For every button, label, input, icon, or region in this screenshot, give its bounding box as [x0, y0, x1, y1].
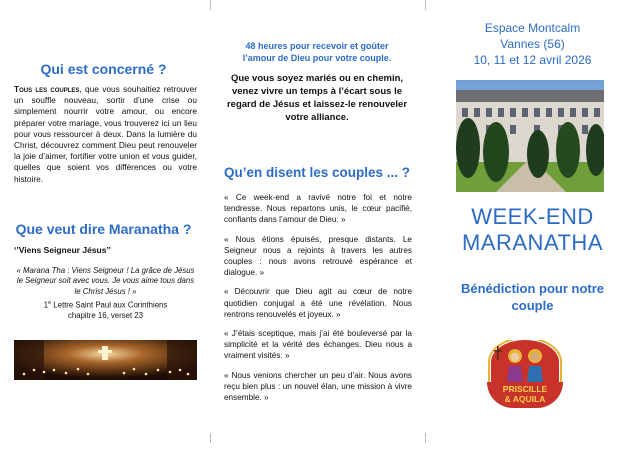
- testimonial-4: « J’étais sceptique, mais j’ai été bouleversé par la simplicité et la vérité des échanges. Dieu nous a vraiment visités. »: [224, 329, 412, 361]
- heading-qui-est-concerne: Qui est concerné ?: [40, 61, 167, 77]
- panel-left: [0, 0, 207, 450]
- venue-name: Espace Montcalm: [484, 21, 581, 35]
- ref-line1-rest: Lettre Saint Paul aux Corinthiens: [51, 300, 168, 310]
- intro-lead: Tous les couples: [14, 84, 80, 94]
- logo-text: [487, 382, 563, 408]
- event-subtitle: Bénédiction pour notre couple: [461, 281, 604, 313]
- venue-city: Vannes (56): [500, 37, 565, 51]
- testimonial-1: « Ce week-end a ravivé notre foi et notre tendresse. Nous repartons unis, le cœur pacifié, confiants dans l’amour de Dieu. »: [224, 193, 412, 225]
- building-photo: [456, 80, 604, 192]
- bible-reference: [14, 298, 197, 321]
- fold-mark-top-1: [210, 0, 211, 10]
- event-dates: 10, 11 et 12 avril 2026: [473, 53, 592, 67]
- venue-block: [428, 20, 637, 68]
- ref-sup: e: [48, 300, 52, 306]
- logo-line1: PRISCILLE: [502, 384, 548, 394]
- testimonials-list: [224, 192, 412, 411]
- logo-line2: & AQUILA: [504, 394, 546, 404]
- testimonial-5: « Nous venions chercher un peu d’air. Nous avons reçu bien plus : un nouvel élan, une mission à vivre ensemble. »: [224, 370, 412, 403]
- fold-mark-top-2: [425, 0, 426, 10]
- priscille-aquila-logo: [485, 340, 565, 408]
- panel-middle: [212, 0, 422, 450]
- event-title: [428, 204, 637, 256]
- heading-temoignages: Qu’en disent les couples ... ?: [223, 165, 411, 180]
- testimonial-3: « Découvrir que Dieu agit au cœur de notre quotidien conjugal a été une révélation. Nous rentrons renouvelés et joyeux. »: [224, 287, 412, 319]
- subheading-viens-seigneur: ‘’Viens Seigneur Jésus’’: [14, 245, 111, 255]
- ref-number: 1: [43, 300, 49, 310]
- fold-mark-bottom-2: [425, 433, 426, 443]
- event-title-line2: MARANATHA: [462, 230, 603, 255]
- event-title-line1: WEEK-END: [471, 204, 594, 229]
- heading-maranatha: Que veut dire Maranatha ?: [15, 221, 192, 237]
- intro-paragraph: [14, 84, 197, 185]
- chapel-candle-image: [14, 340, 197, 380]
- bible-quote: « Marana Tha : Viens Seigneur ! La grâce de Jésus le Seigneur soit avec vous. Je vous aime tous dans le Christ Jésus ! »: [16, 266, 195, 296]
- building-image: [456, 80, 604, 192]
- panel-right: [428, 0, 637, 450]
- chapel-candle-photo: [14, 340, 197, 380]
- tagline: 48 heures pour recevoir et goûter l’amour de Dieu pour votre couple.: [242, 41, 392, 63]
- invitation: Que vous soyez mariés ou en chemin, venez vivre un temps à l’écart sous le regard de Jésus et laissez-le renouveler votre alliance.: [226, 73, 408, 123]
- fold-mark-bottom-1: [210, 433, 211, 443]
- testimonial-2: « Nous étions épuisés, presque distants. Le Seigneur nous a rejoints à travers les autres couples : nous avons retrouvé espérance et dialogue. »: [224, 234, 412, 278]
- ref-line2: chapitre 16, verset 23: [68, 311, 143, 320]
- intro-rest: , que vous souhaitiez retrouver un souffle nouveau, sortir d’une crise ou simplement nourrir votre amour, ou encore préparer votre mariage, vous trouverez ici un lieu pour vous ressourcer à deux. Dans la lumière du Christ, découvrez comment Dieu peut renouveler la joie d’aimer, fortifier votre union et vous guider, quelles que soient vos différences ou votre histoire.: [14, 84, 197, 184]
- saints-icon: [485, 340, 565, 384]
